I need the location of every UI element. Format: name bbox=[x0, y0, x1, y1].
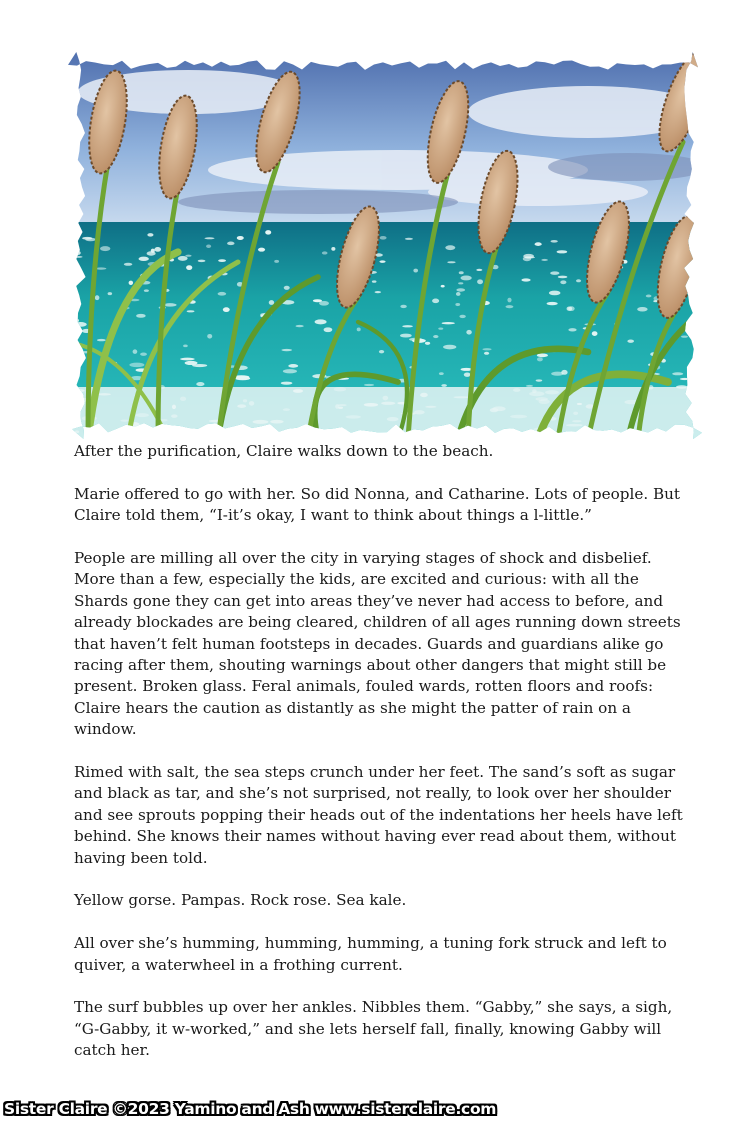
story-paragraph-7: The surf bubbles up over her ankles. Nibbles them. “Gabby,” she says, a sigh, “G-Gabby, it w-worked,” and she lets herself fall, finally, knowing Gabby will catch her. bbox=[74, 998, 673, 1060]
story-paragraph-3: People are milling all over the city in varying stages of shock and disbelief. More than a few, especially the kids, are excited and curious: with all the Shards gone they can get into areas they’ve never had access to before, and already blockades are being cleared, children of all ages running down streets that haven’t felt human footsteps in decades. Guards and guardians alike go racing after them, shouting warnings about other dangers that might still be present. Broken glass. Feral animals, fouled wards, rotten floors and roofs: Claire hears the caution as distantly as she might the patter of rain on a window. bbox=[74, 549, 681, 739]
beach-illustration bbox=[68, 52, 702, 439]
copyright-footer: Sister Claire ©2023 Yamino and Ash www.sisterclaire.com bbox=[4, 1100, 497, 1118]
story-paragraph-4: Rimed with salt, the sea steps crunch under her feet. The sand’s soft as sugar and black as tar, and she’s not surprised, not really, to look over her shoulder and see sprouts popping their heads out of the indentations her heels have left behind. She knows their names without having ever read about them, without having been told. bbox=[74, 763, 683, 867]
story-paragraph-5: Yellow gorse. Pampas. Rock rose. Sea kale. bbox=[74, 891, 407, 910]
story-paragraph-6: All over she’s humming, humming, humming, a tuning fork struck and left to quiver, a waterwheel in a frothing current. bbox=[74, 934, 667, 974]
story-text bbox=[74, 441, 684, 1083]
pampas-seascape-image bbox=[68, 52, 702, 439]
story-paragraph-1: After the purification, Claire walks down to the beach. bbox=[74, 442, 494, 460]
story-paragraph-2: Marie offered to go with her. So did Nonna, and Catharine. Lots of people. But Claire told them, “I-it’s okay, I want to think about things a l-little.” bbox=[74, 484, 681, 525]
